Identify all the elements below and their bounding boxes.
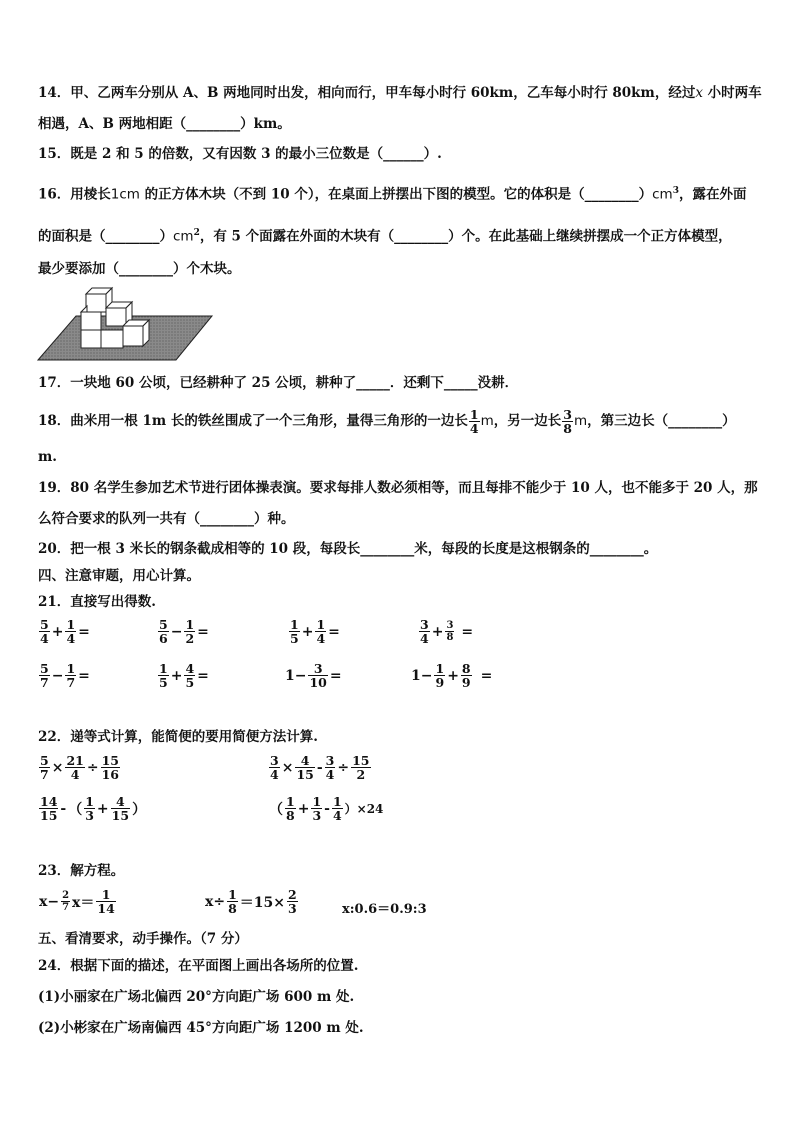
question-19-line-1: 19．80 名学生参加艺术节进行团体操表演。要求每排人数必须相等，而且每排不能少于 10 人，也不能多于 20 人，那 [38, 480, 758, 496]
math-operator: - [316, 759, 323, 776]
fraction-denominator: 15 [111, 808, 130, 823]
math-operator: + [51, 623, 64, 640]
fraction-numerator: 1 [66, 661, 76, 676]
fraction-numerator: 5 [159, 617, 168, 632]
math-operator: = [328, 623, 340, 640]
fraction-denominator: 4 [65, 767, 84, 781]
q16-unit-area: cm [173, 228, 194, 245]
math-operator: = [197, 623, 209, 640]
section-4-heading: 四、注意审题，用心计算。 [38, 568, 200, 584]
math-operator: = [78, 623, 90, 640]
fraction [227, 888, 238, 915]
fraction [39, 662, 50, 689]
math-operator: = [329, 667, 342, 684]
fraction [39, 795, 58, 822]
fraction [332, 795, 343, 822]
q18-unit-1: m [480, 413, 494, 429]
q14-text-end: 小时两车 [702, 85, 762, 101]
fraction [308, 662, 327, 689]
fraction [445, 620, 454, 643]
fraction-denominator: 4 [40, 631, 49, 646]
fraction-denominator: 7 [62, 902, 70, 913]
fraction [289, 618, 300, 645]
question-14-line-1 [38, 84, 762, 102]
math-operator: - [324, 800, 330, 817]
fraction-denominator: 8 [228, 901, 237, 916]
math-operator: 1− [411, 667, 433, 684]
q21-expr-2 [157, 618, 210, 645]
q16-unit-volume: cm [652, 186, 673, 203]
fraction-numerator: 1 [316, 617, 326, 632]
fraction-denominator: 9 [435, 675, 445, 690]
q18-fraction-2 [562, 408, 573, 435]
fraction-denominator: 8 [286, 808, 295, 823]
math-operator: ÷ [337, 759, 350, 776]
question-16-line-1 [38, 182, 746, 204]
fraction-numerator: 14 [40, 794, 58, 809]
math-operator: = [197, 667, 209, 684]
fraction-numerator: 3 [313, 661, 323, 676]
fraction [184, 662, 195, 689]
math-operator: ） [132, 801, 147, 818]
fraction [461, 662, 472, 689]
fraction-numerator: 1 [286, 794, 295, 809]
fraction-denominator: 9 [461, 675, 471, 690]
fraction-numerator: 15 [352, 753, 370, 768]
question-15: 15．既是 2 和 5 的倍数，又有因数 3 的最小三位数是（______）. [38, 146, 442, 162]
question-24-item-2: (2)小彬家在广场南偏西 45°方向距广场 1200 m 处. [38, 1020, 364, 1036]
question-20: 20．把一根 3 米长的钢条截成相等的 10 段，每段长________米，每段的长度是这根钢条的________。 [38, 541, 658, 557]
math-operator: − [51, 667, 64, 684]
q16-unit: 1cm [110, 186, 140, 203]
fraction-numerator: 4 [185, 661, 195, 676]
q22-expr-3 [38, 795, 147, 822]
fraction [434, 662, 445, 689]
q18-text-3: ，第三边长（________） [587, 413, 736, 429]
q22-expr-4 [268, 795, 384, 822]
fraction [269, 754, 280, 781]
q21-expr-7 [284, 662, 343, 689]
fraction-numerator: 1 [312, 794, 322, 809]
fraction-numerator: 1 [332, 794, 342, 809]
fraction [295, 754, 314, 781]
q18-text-2: ，另一边长 [493, 413, 562, 429]
q21-expr-4 [418, 618, 474, 645]
fraction-numerator: 1 [185, 617, 195, 632]
fraction-denominator: 6 [159, 631, 168, 646]
math-operator: x＝ [72, 894, 95, 911]
math-operator: + [96, 800, 109, 817]
q18-fraction-1 [469, 408, 480, 435]
section-5-heading: 五、看清要求，动手操作。（7 分） [38, 931, 248, 947]
fraction [84, 795, 95, 822]
question-14-line-2: 相遇，A、B 两地相距（________）km。 [38, 116, 291, 132]
fraction-denominator: 3 [312, 808, 322, 823]
fraction-denominator: 15 [296, 767, 314, 782]
q14-text: 14．甲、乙两车分别从 A、B 两地同时出发，相向而行，甲车每小时行 60km，乙车每小时行 80km，经过 [38, 85, 696, 101]
question-24-item-1: (1)小丽家在广场北偏西 20°方向距广场 600 m 处. [38, 989, 355, 1005]
math-operator: = [480, 667, 493, 684]
q16-text-2-end: ，有 5 个面露在外面的木块有（________）个。在此基础上继续拼摆成一个正方体模型， [199, 228, 732, 245]
fraction [61, 890, 70, 913]
fraction-numerator: 1 [85, 794, 94, 809]
question-23-title: 23．解方程。 [38, 863, 125, 879]
fraction-numerator: 3 [446, 620, 454, 631]
fraction-denominator: 5 [290, 631, 299, 646]
fraction-numerator: 1 [290, 617, 299, 632]
fraction-denominator: 3 [85, 808, 94, 823]
fraction-denominator: 2 [185, 631, 195, 646]
fraction-numerator: 4 [300, 753, 310, 768]
math-operator: + [170, 667, 183, 684]
q18-f2-denominator: 8 [563, 421, 572, 436]
math-operator: （ [269, 801, 283, 818]
math-operator: + [297, 800, 310, 817]
math-operator: = [461, 623, 474, 640]
fraction [184, 618, 195, 645]
fraction-numerator: 1 [66, 617, 76, 632]
math-operator: x− [39, 893, 60, 910]
q21-expr-6 [157, 662, 210, 689]
fraction-denominator: 5 [185, 675, 195, 690]
fraction-numerator: 15 [101, 753, 119, 768]
fraction [39, 618, 50, 645]
q14-variable: x [695, 85, 703, 101]
q18-f2-numerator: 3 [563, 407, 572, 422]
fraction-numerator: 1 [159, 661, 168, 676]
fraction-denominator: 4 [66, 631, 76, 646]
fraction-denominator: 4 [332, 808, 342, 823]
math-operator: + [301, 623, 314, 640]
fraction-denominator: 4 [316, 631, 326, 646]
q23-equation-3: x:0.6＝0.9:3 [342, 902, 427, 917]
q16-text-mid: 的正方体木块（不到 10 个），在桌面上拼摆出下图的模型。它的体积是（________） [139, 186, 653, 203]
q22-expr-2 [268, 754, 372, 781]
fraction-numerator: 1 [435, 661, 445, 676]
fraction-denominator: 7 [40, 767, 49, 782]
fraction-denominator: 16 [101, 767, 119, 782]
fraction [287, 888, 298, 915]
fraction [325, 754, 336, 781]
question-16-line-2 [38, 224, 732, 246]
question-19-line-2: 么符合要求的队列一共有（________）种。 [38, 511, 295, 527]
question-18-line-2: m. [38, 449, 57, 465]
fraction [285, 795, 296, 822]
fraction [111, 795, 130, 822]
q21-expr-5 [38, 662, 91, 689]
q21-expr-8 [410, 662, 493, 689]
fraction-numerator: 2 [62, 890, 70, 901]
question-18-line-1 [38, 408, 736, 435]
fraction [101, 754, 120, 781]
fraction-denominator: 14 [97, 901, 115, 916]
q16-text: 16．用棱长 [38, 186, 111, 203]
math-operator: ）×24 [344, 802, 384, 816]
fraction-numerator: 5 [40, 661, 49, 676]
q22-expr-1 [38, 754, 121, 781]
fraction-denominator: 7 [40, 675, 49, 690]
fraction [311, 795, 322, 822]
q18-unit-2: m [573, 413, 588, 429]
fraction-denominator: 2 [351, 767, 370, 781]
fraction-numerator: 1 [101, 887, 111, 902]
math-operator: （ [68, 801, 83, 818]
math-operator: ÷ [86, 759, 99, 776]
fraction-denominator: 7 [66, 675, 76, 690]
q16-text-end: ，露在外面 [678, 186, 747, 203]
fraction-numerator: 4 [116, 794, 125, 809]
math-operator: = [78, 667, 90, 684]
math-operator: ＝15× [239, 894, 285, 911]
fraction-denominator: 3 [288, 901, 297, 916]
math-operator: × [51, 759, 64, 776]
fraction-numerator: 8 [461, 661, 471, 676]
fraction-numerator: 3 [270, 753, 279, 768]
q23-equation-2 [204, 888, 299, 915]
math-operator: − [170, 623, 183, 640]
fraction-numerator: 3 [420, 617, 429, 632]
fraction-numerator: 5 [40, 617, 49, 632]
fraction-denominator: 4 [420, 631, 429, 646]
q18-f1-numerator: 1 [469, 407, 479, 422]
question-22-title: 22．递等式计算，能简便的要用简便方法计算. [38, 729, 318, 745]
fraction [65, 662, 76, 689]
q16-superscript-3: 3 [672, 186, 679, 196]
math-operator: × [281, 759, 294, 776]
question-24-title: 24．根据下面的描述，在平面图上画出各场所的位置. [38, 958, 359, 974]
fraction [419, 618, 430, 645]
math-operator: - [60, 800, 67, 817]
math-operator: x÷ [205, 893, 226, 910]
fraction-denominator: 4 [270, 767, 279, 782]
q21-expr-3 [288, 618, 341, 645]
fraction [158, 618, 169, 645]
fraction [351, 754, 370, 781]
math-operator: + [431, 623, 444, 640]
fraction-numerator: 3 [325, 753, 335, 768]
question-17: 17．一块地 60 公顷，已经耕种了 25 公顷，耕种了_____．还剩下_____没耕． [38, 375, 519, 391]
fraction [65, 618, 76, 645]
fraction-denominator: 8 [446, 632, 454, 643]
fraction-numerator: 2 [288, 887, 297, 902]
fraction [39, 754, 50, 781]
fraction-denominator: 4 [325, 767, 335, 782]
fraction [158, 662, 169, 689]
fraction-denominator: 5 [159, 675, 168, 690]
fraction-denominator: 10 [309, 675, 327, 690]
cube-model-figure [36, 286, 216, 362]
q23-equation-1 [38, 888, 117, 915]
q16-superscript-2: 2 [193, 228, 200, 238]
q16-text-2: 的面积是（________） [38, 228, 173, 245]
q18-text: 18．曲米用一根 1m 长的铁丝围成了一个三角形，量得三角形的一边长 [38, 413, 468, 429]
fraction [315, 618, 326, 645]
fraction [96, 888, 115, 915]
q18-f1-denominator: 4 [469, 421, 479, 436]
fraction-numerator: 21 [66, 753, 84, 768]
fraction [65, 754, 84, 781]
math-operator: + [447, 667, 459, 684]
question-21-title: 21．直接写出得数. [38, 594, 156, 610]
fraction-numerator: 5 [40, 753, 49, 768]
math-operator: 1− [285, 667, 307, 684]
fraction-numerator: 1 [228, 887, 237, 902]
question-16-line-3: 最少要添加（________）个木块。 [38, 261, 241, 277]
fraction-denominator: 15 [40, 808, 58, 823]
q21-expr-1 [38, 618, 91, 645]
